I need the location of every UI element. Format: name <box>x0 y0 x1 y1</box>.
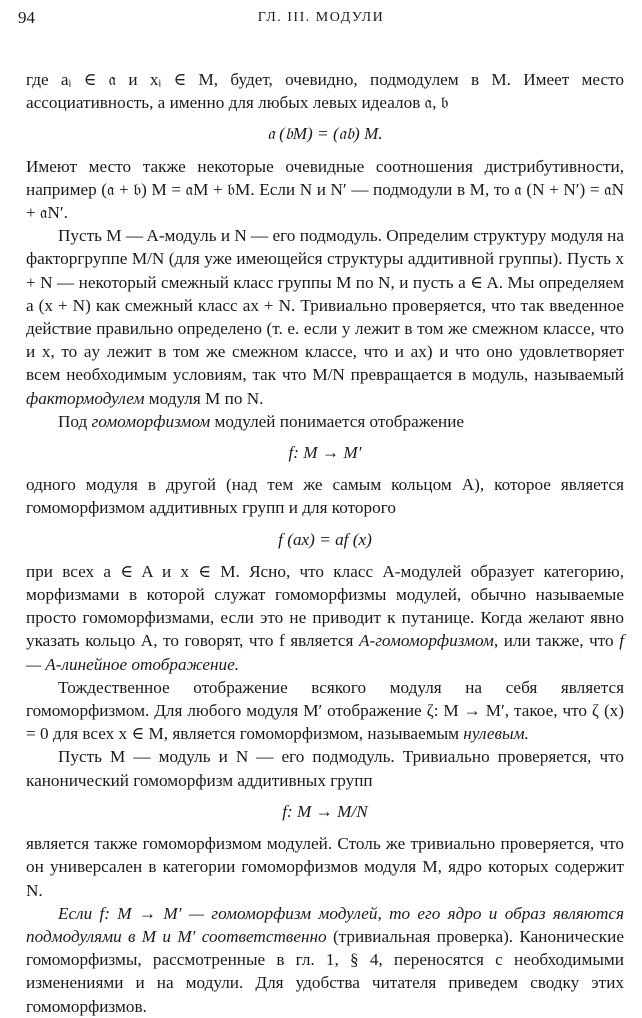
paragraph-text: модулей понимается отображение <box>214 411 465 431</box>
paragraph: одного модуля в другой (над тем же самым кольцом A), которое является гомоморфизмом аддитивных групп и для которого <box>26 475 624 518</box>
paragraph-text: Тождественное отображение всякого модуля на себя является гомоморфизмом. Для любого модуля M′ отображение ζ: M → M′, такое, что ζ (x) = 0 для всех x ∈ M, является гомоморфизмом, называемым <box>26 677 624 744</box>
paragraph: где aᵢ ∈ 𝔞 и xᵢ ∈ M, будет, очевидно, подмодулем в M. Имеет место ассоциативность, а именно для любых левых идеалов 𝔞, 𝔟 <box>26 70 624 113</box>
defined-term: фактормодулем <box>26 388 145 408</box>
defined-term: A-гомоморфизмом <box>359 631 494 651</box>
paragraph <box>26 410 624 433</box>
display-formula: 𝔞 (𝔟M) = (𝔞𝔟) M. <box>267 124 383 144</box>
display-formula: f: M → M/N <box>282 801 368 821</box>
paragraph-text: Пусть M — A-модуль и N — его подмодуль. Определим структуру модуля на факторгруппе M/N (для уже имеющейся структуры аддитивной группы). Пусть x + N — некоторый смежный класс группы M по N, и пусть a ∈ A. Мы определяем a (x + N) как смежный класс ax + N. Тривиально проверяется, что так введенное действие правильно определено (т. е. если y лежит в том же смежном классе, что и x, то ay лежит в том же смежном классе, что и ax) и что оно удовлетворяет всем необходимым условиям, так что M/N превращается в модуль, называемый <box>26 226 624 385</box>
paragraph: Пусть M — модуль и N — его подмодуль. Тривиально проверяется, что канонический гомоморфизм аддитивных групп <box>26 747 624 790</box>
defined-term: гомоморфизмом <box>91 411 211 431</box>
paragraph <box>26 560 624 676</box>
paragraph-text: , или также, что <box>493 631 614 651</box>
paragraph: Имеют место также некоторые очевидные соотношения дистрибутивности, например (𝔞 + 𝔟) M = 𝔞M + 𝔟M. Если N и N′ — подмодули в M, то 𝔞 (N + N′) = 𝔞N + 𝔞N′. <box>26 156 624 223</box>
defined-term: нулевым. <box>463 724 529 744</box>
defined-term: f — A-линейное отображение. <box>26 631 624 674</box>
paragraph-text: Под <box>58 411 88 431</box>
page-header <box>18 8 624 32</box>
paragraph-text: (тривиальная проверка). Канонические гомоморфизмы, рассмотренные в гл. 1, § 4, переносятся с необходимыми изменениями и на модули. Для удобства читателя приведем сводку этих гомоморфизмов. <box>26 926 624 1016</box>
paragraph <box>26 224 624 410</box>
paragraph-text: модуля M по N. <box>148 388 264 408</box>
paragraph <box>26 676 624 746</box>
page-number: 94 <box>18 8 35 27</box>
paragraph: является также гомоморфизмом модулей. Столь же тривиально проверяется, что он универсален в категории гомоморфизмов модуля M, ядро которых содержит N. <box>26 834 624 900</box>
paragraph-text: при всех a ∈ A и x ∈ M. Ясно, что класс A-модулей образует категорию, морфизмами в которой служат гомоморфизмы модулей, обычно называемые просто гомоморфизмами, если это не приводит к путанице. Когда желают явно указать кольцо A, то говорят, что f является <box>26 561 624 651</box>
display-formula: f: M → M′ <box>288 443 362 463</box>
theorem-statement: Если f: M → M′ — гомоморфизм модулей, то его ядро и образ являются подмодулями в M и M′ соответственно <box>26 903 624 946</box>
display-formula: f (ax) = af (x) <box>278 529 372 549</box>
running-head: ГЛ. III. МОДУЛИ <box>257 10 385 25</box>
paragraph <box>26 902 624 1018</box>
page-body <box>26 68 624 1018</box>
